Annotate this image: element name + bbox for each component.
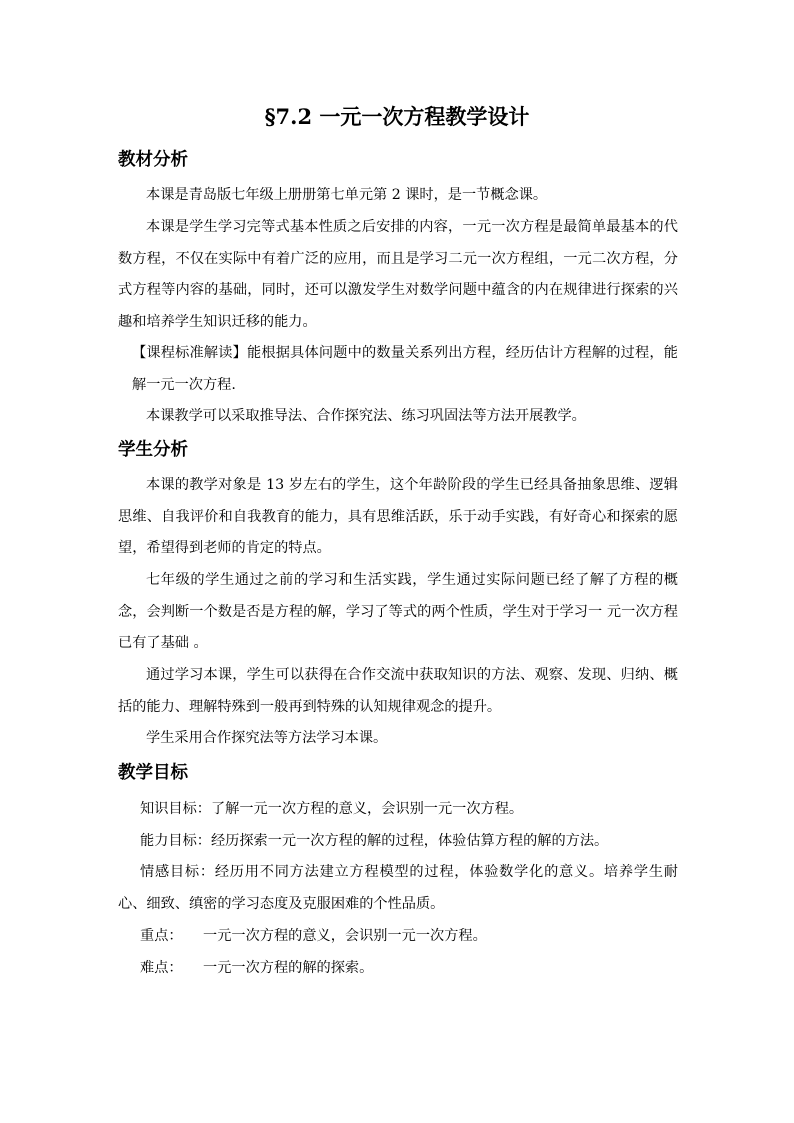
material-paragraph-4: 本课教学可以采取推导法、合作探究法、练习巩固法等方法开展教学。 — [146, 408, 586, 424]
key-point-value: 一元一次方程的意义，会识别一元一次方程。 — [203, 928, 487, 944]
student-paragraph-3: 通过学习本课，学生可以获得在合作交流中获取知识的方法、观察、发现、归纳、概括的能力、理解特殊到一般再到特殊的认知规律观念的提升。 — [118, 667, 678, 715]
heading-teaching-goals: 教学目标 — [118, 763, 188, 783]
ability-goal — [140, 826, 608, 858]
ability-goal-label: 能力目标： — [140, 833, 211, 849]
emotion-goal: 情感目标：经历用不同方法建立方程模型的过程，体验数学化的意义。培养学生耐心、细致、缜密的学习态度及克服困难的个性品质。 — [118, 864, 678, 912]
knowledge-goal-label: 知识目标： — [140, 801, 211, 817]
difficult-point-value: 一元一次方程的解的探索。 — [203, 960, 374, 976]
key-point — [140, 921, 487, 953]
knowledge-goal-value: 了解一元一次方程的意义，会识别一元一次方程。 — [210, 801, 524, 817]
knowledge-goal — [140, 794, 523, 826]
difficult-point — [140, 953, 373, 985]
heading-material-analysis: 教材分析 — [118, 150, 188, 170]
curriculum-standard-paragraph — [118, 338, 678, 401]
ability-goal-value: 经历探索一元一次方程的解的过程，体验估算方程的解的方法。 — [210, 833, 609, 849]
student-paragraph-1: 本课的教学对象是 13 岁左右的学生，这个年龄阶段的学生已经具备抽象思维、逻辑思维、自我评价和自我教育的能力，具有思维活跃，乐于动手实践，有好奇心和探索的愿望，希望得到老师的肯定的特点。 — [118, 477, 678, 556]
difficult-point-label: 难点： — [140, 960, 183, 976]
key-point-label: 重点： — [140, 928, 183, 944]
heading-student-analysis: 学生分析 — [118, 440, 188, 460]
material-paragraph-2: 本课是学生学习完等式基本性质之后安排的内容，一元一次方程是最简单最基本的代数方程，不仅在实际中有着广泛的应用，而且是学习二元一次方程组，一元二次方程，分式方程等内容的基础，同时，还可以激发学生对数学问题中蕴含的内在规律进行探索的兴趣和培养学生知识迁移的能力。 — [118, 219, 678, 330]
material-paragraph-1: 本课是青岛版七年级上册册第七单元第 2 课时，是一节概念课。 — [146, 187, 548, 203]
document-title: §7.2 一元一次方程教学设计 — [264, 104, 530, 129]
student-paragraph-4: 学生采用合作探究法等方法学习本课。 — [146, 730, 388, 746]
student-paragraph-2: 七年级的学生通过之前的学习和生活实践，学生通过实际问题已经了解了方程的概念，会判断一个数是否是方程的解，学习了等式的两个性质，学生对于学习一 元一次方程已有了基础 。 — [118, 572, 678, 651]
curriculum-standard-text: 【课程标准解读】能根据具体问题中的数量关系列出方程，经历估计方程解的过程，能解一元一次方程. — [132, 345, 678, 393]
